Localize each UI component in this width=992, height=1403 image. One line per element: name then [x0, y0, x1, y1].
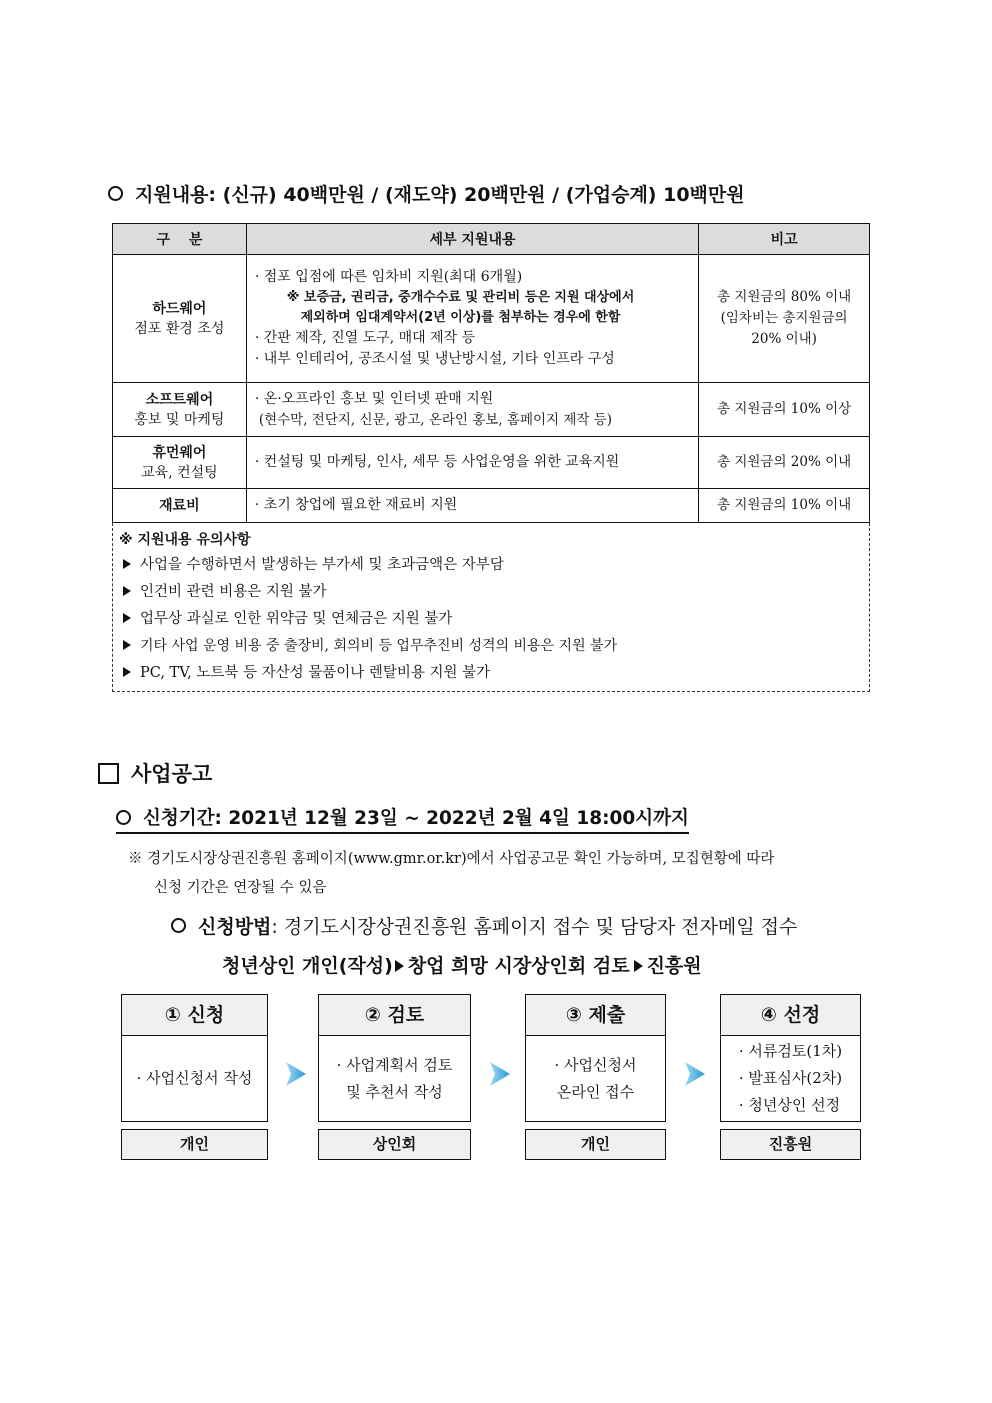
step-actor: 진흥원: [720, 1129, 861, 1160]
detail-bold-note: 제외하며 임대계약서(2년 이상)를 첨부하는 경우에 한함: [300, 310, 621, 325]
note-software: 총 지원금의 10% 이상: [699, 383, 870, 437]
support-heading-text: 지원내용: (신규) 40백만원 / (재도약) 20백만원 / (가업승계) 10백만원: [135, 184, 745, 206]
triangle-arrow-icon: [634, 960, 643, 972]
step-apply: [121, 994, 268, 1122]
note-hardware: [699, 255, 870, 383]
details-humanware: · 컨설팅 및 마케팅, 인사, 세무 등 사업운영을 위한 교육지원: [246, 437, 698, 489]
section-title: [98, 758, 212, 788]
step-body-line: 및 추천서 작성: [346, 1082, 443, 1101]
method-heading: [171, 912, 797, 939]
circle-bullet-icon: [108, 186, 123, 201]
step-body-line: · 사업계획서 검토: [336, 1055, 453, 1074]
step-body-line: · 서류검토(1차): [738, 1042, 843, 1060]
step-body-line: · 사업신청서: [554, 1055, 637, 1074]
step-body-text: [337, 1052, 453, 1106]
step-title: ② 검토: [319, 995, 470, 1036]
step-body: [319, 1036, 470, 1121]
period-note-1: ※ 경기도시장상권진흥원 홈페이지(www.gmr.or.kr)에서 사업공고문 확인 가능하며, 모집현황에 따라: [128, 851, 775, 867]
table-header-row: [113, 224, 870, 255]
table-row: [113, 255, 870, 383]
period-heading: [116, 804, 689, 834]
header-details: 세부 지원내용: [246, 224, 698, 255]
step-title: ④ 선정: [721, 995, 860, 1036]
notes-title: ※ 지원내용 유의사항: [119, 532, 251, 548]
list-item: [123, 633, 869, 660]
category-name: 휴먼웨어: [152, 444, 207, 461]
note-item-text: 기타 사업 운영 비용 중 출장비, 회의비 등 업무추진비 성격의 비용은 지원 불가: [140, 638, 618, 654]
list-item: [123, 579, 869, 606]
note-line: 총 지원금의 80% 이내: [717, 289, 852, 305]
category-sub: 점포 환경 조성: [134, 320, 225, 337]
note-item-text: 업무상 과실로 인한 위약금 및 연체금은 지원 불가: [140, 611, 453, 627]
header-category: 구 분: [113, 224, 247, 255]
details-software: [246, 383, 698, 437]
step-body: [721, 1036, 860, 1121]
support-heading: [108, 180, 745, 207]
flow-part: 청년상인 개인(작성): [222, 955, 393, 977]
detail-line: · 내부 인테리어, 공조시설 및 냉난방시설, 기타 인프라 구성: [254, 351, 615, 367]
circle-bullet-icon: [116, 810, 131, 825]
flow-part: 창업 희망 시장상인회 검토: [407, 955, 630, 977]
method-text: : 경기도시장상권진흥원 홈페이지 접수 및 담당자 전자메일 접수: [271, 916, 798, 938]
list-item: [123, 606, 869, 633]
step-body-line: · 발표심사(2차): [738, 1069, 843, 1087]
step-review: [318, 994, 471, 1122]
flow-part: 진흥원: [646, 955, 702, 977]
category-name: 소프트웨어: [145, 391, 214, 408]
list-item: [123, 660, 869, 687]
step-body-text: [555, 1052, 637, 1106]
step-body: [122, 1036, 267, 1121]
step-body: [526, 1036, 665, 1121]
step-submit: [525, 994, 666, 1122]
list-item: [123, 552, 869, 579]
note-item-text: PC, TV, 노트북 등 자산성 물품이나 렌탈비용 지원 불가: [140, 665, 491, 681]
arrow-right-icon: [685, 1062, 705, 1086]
step-body-line: 온라인 접수: [556, 1082, 635, 1101]
arrow-right-icon: [286, 1062, 306, 1086]
category-sub: 홍보 및 마케팅: [134, 411, 225, 428]
period-text: 신청기간: 2021년 12월 23일 ~ 2022년 2월 4일 18:00시까지: [143, 808, 689, 829]
step-select: [720, 994, 861, 1122]
step-title: ① 신청: [122, 995, 267, 1036]
section-title-text: 사업공고: [131, 762, 213, 786]
table-row: [113, 489, 870, 523]
step-body-line: · 청년상인 선정: [738, 1096, 841, 1114]
note-item-text: 인건비 관련 비용은 지원 불가: [140, 584, 327, 600]
note-materials: 총 지원금의 10% 이내: [699, 489, 870, 523]
step-title: ③ 제출: [526, 995, 665, 1036]
circle-bullet-icon: [171, 918, 186, 933]
detail-line: · 온·오프라인 홍보 및 인터넷 판매 지원: [254, 390, 494, 407]
category-hardware: [113, 255, 247, 383]
step-actor: 개인: [525, 1129, 666, 1160]
step-body-line: · 사업신청서 작성: [136, 1069, 253, 1087]
triangle-bullet-icon: [123, 586, 131, 596]
note-humanware: 총 지원금의 20% 이내: [699, 437, 870, 489]
flow-line: [222, 951, 702, 978]
support-table: [112, 223, 870, 523]
square-bullet-icon: [98, 763, 119, 784]
detail-line: · 점포 입점에 따른 임차비 지원(최대 6개월): [254, 269, 523, 285]
detail-bold-note: ※ 보증금, 권리금, 중개수수료 및 관리비 등은 지원 대상에서: [286, 290, 635, 305]
category-materials: [113, 489, 247, 523]
category-name: 하드웨어: [152, 300, 207, 317]
details-hardware: [246, 255, 698, 383]
category-sub: 교육, 컨설팅: [141, 464, 218, 481]
triangle-bullet-icon: [123, 559, 131, 569]
step-body-text: [739, 1038, 842, 1119]
triangle-bullet-icon: [123, 640, 131, 650]
step-actor: 상인회: [318, 1129, 471, 1160]
note-line: 20% 이내): [751, 331, 817, 347]
category-name: 재료비: [159, 497, 200, 514]
category-humanware: [113, 437, 247, 489]
note-line: (임차비는 총지원금의: [720, 310, 848, 326]
step-actor: 개인: [121, 1129, 268, 1160]
detail-line: (현수막, 전단지, 신문, 광고, 온라인 홍보, 홈페이지 제작 등): [258, 411, 613, 428]
triangle-arrow-icon: [395, 960, 404, 972]
notes-box: [112, 523, 870, 692]
details-materials: · 초기 창업에 필요한 재료비 지원: [246, 489, 698, 523]
table-row: [113, 383, 870, 437]
triangle-bullet-icon: [123, 613, 131, 623]
arrow-right-icon: [490, 1062, 510, 1086]
note-item-text: 사업을 수행하면서 발생하는 부가세 및 초과금액은 자부담: [140, 557, 504, 573]
table-row: [113, 437, 870, 489]
period-note-2: 신청 기간은 연장될 수 있음: [154, 880, 327, 896]
detail-line: · 간판 제작, 진열 도구, 매대 제작 등: [254, 330, 476, 346]
category-software: [113, 383, 247, 437]
triangle-bullet-icon: [123, 667, 131, 677]
header-note: 비고: [699, 224, 870, 255]
method-label: 신청방법: [198, 916, 272, 938]
